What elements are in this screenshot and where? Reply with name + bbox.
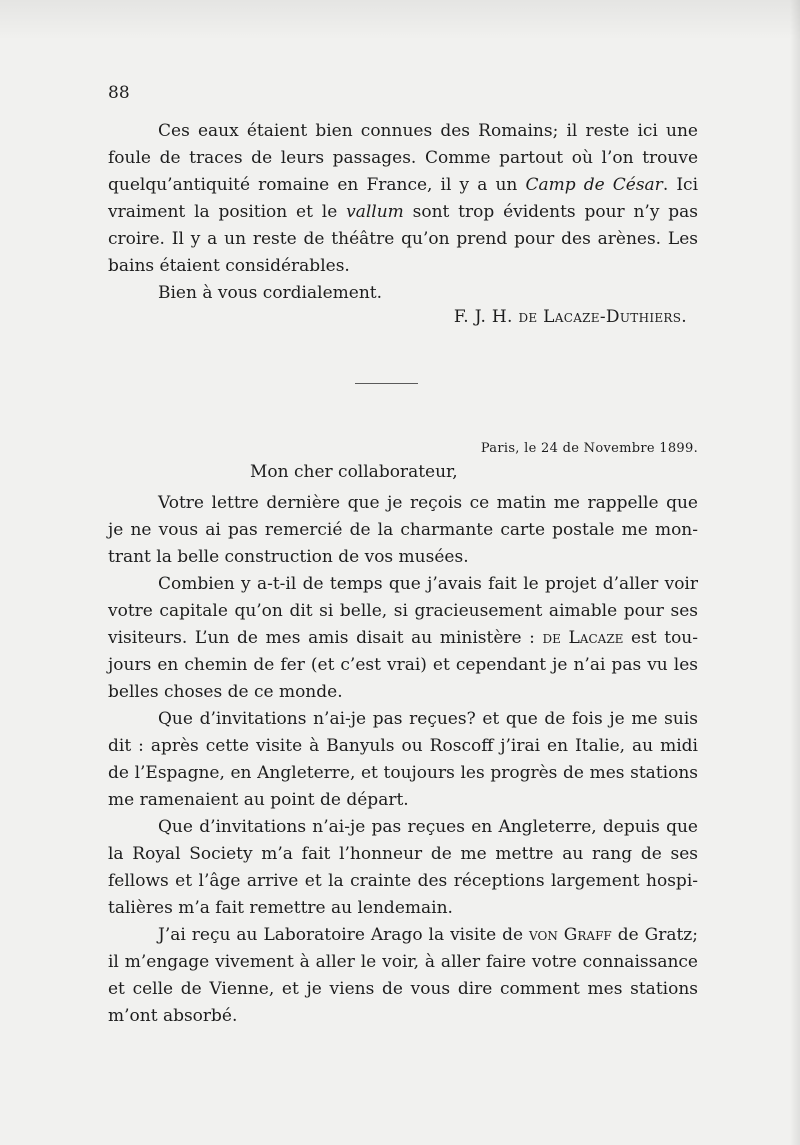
letter2-line: visiteurs. L’un de mes amis disait au ministère : de Lacaze est tou- <box>108 628 699 648</box>
letter2-line: Que d’invitations n’ai-je pas reçues en Angleterre, depuis que <box>158 817 698 837</box>
letter2-line: talières m’a fait remettre au lendemain. <box>108 898 453 918</box>
letter1-closing: Bien à vous cordialement. <box>158 283 382 303</box>
letter2-line: et celle de Vienne, et je viens de vous dire comment mes stations <box>108 979 698 999</box>
letter2-line: Combien y a-t-il de temps que j’avais fait le projet d’aller voir <box>158 574 698 594</box>
letter2-line: dit : après cette visite à Banyuls ou Roscoff j’irai en Italie, au midi <box>108 736 698 756</box>
letter1-line: foule de traces de leurs passages. Comme partout où l’on trouve <box>108 148 698 168</box>
letter2-line: m’ont absorbé. <box>108 1006 238 1026</box>
page-number: 88 <box>108 83 130 103</box>
letter2-salutation: Mon cher collaborateur, <box>250 462 458 482</box>
letter1-line: croire. Il y a un reste de théâtre qu’on prend pour des arènes. Les <box>108 229 698 249</box>
section-divider <box>355 383 418 384</box>
letter2-line: de l’Espagne, en Angleterre, et toujours les progrès de mes stations <box>108 763 698 783</box>
letter2-line: fellows et l’âge arrive et la crainte des réceptions largement hospi- <box>108 871 698 891</box>
letter1-signature: F. J. H. de Lacaze-Duthiers. <box>453 307 687 327</box>
letter1-line: quelqu’antiquité romaine en France, il y a un Camp de César. Ici <box>108 175 699 195</box>
italic-camp-de-cesar: Camp de César <box>525 175 663 195</box>
letter2-line: trant la belle construction de vos musées. <box>108 547 469 567</box>
letter1-line: vraiment la position et le vallum sont trop évidents pour n’y pas <box>108 202 698 222</box>
letter2-line: me ramenaient au point de départ. <box>108 790 409 810</box>
letter2-line: je ne vous ai pas remercié de la charmante carte postale me mon- <box>108 520 698 540</box>
letter2-line: la Royal Society m’a fait l’honneur de me mettre au rang de ses <box>108 844 698 864</box>
letter2-line: belles choses de ce monde. <box>108 682 343 702</box>
page-shadow-right <box>790 0 800 1145</box>
letter2-line: Que d’invitations n’ai-je pas reçues? et que de fois je me suis <box>158 709 698 729</box>
letter1-line: Ces eaux étaient bien connues des Romains; il reste ici une <box>158 121 698 141</box>
letter2-line: Votre lettre dernière que je reçois ce matin me rappelle que <box>158 493 698 513</box>
letter2-line: jours en chemin de fer (et c’est vrai) et cependant je n’ai pas vu les <box>108 655 698 675</box>
italic-vallum: vallum <box>346 202 404 222</box>
letter2-line: J’ai reçu au Laboratoire Arago la visite de von Graff de Gratz; <box>158 925 698 945</box>
letter2-line: il m’engage vivement à aller le voir, à aller faire votre connaissance <box>108 952 698 972</box>
letter1-line: bains étaient considérables. <box>108 256 350 276</box>
letter2-dateline: Paris, le 24 de Novembre 1899. <box>480 441 698 456</box>
letter2-line: votre capitale qu’on dit si belle, si gracieusement aimable pour ses <box>108 601 698 621</box>
page-shadow-top <box>0 0 800 40</box>
